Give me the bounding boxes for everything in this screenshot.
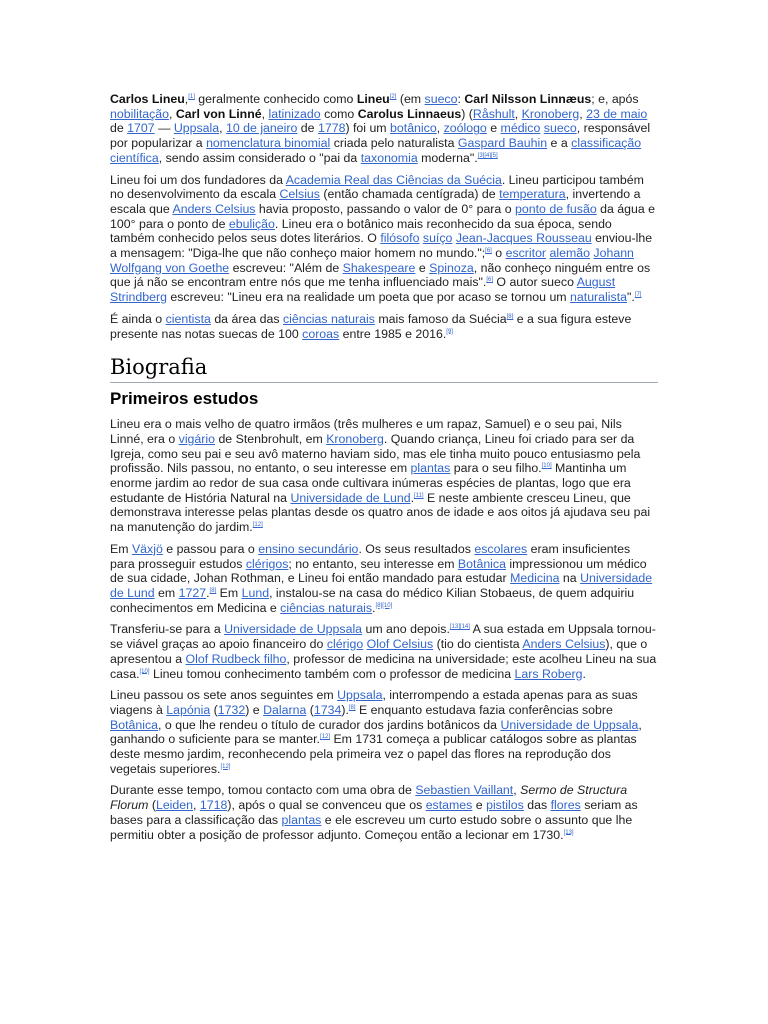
reference-link[interactable]: [12] — [320, 734, 331, 741]
link-ensino-secundario[interactable]: ensino secundário — [258, 541, 359, 556]
link-rashult[interactable]: Råshult — [472, 106, 515, 121]
subsection-heading-primeiros-estudos: Primeiros estudos — [110, 389, 259, 409]
link-medicina[interactable]: Medicina — [510, 571, 560, 586]
link-uppsala[interactable]: Uppsala — [337, 688, 383, 703]
link-strindberg[interactable]: August Strindberg — [110, 275, 616, 305]
reference-link[interactable]: [6] — [485, 247, 492, 254]
reference-link[interactable]: [12] — [220, 763, 231, 770]
link-estames[interactable]: estames — [425, 798, 473, 813]
link-ebulicao[interactable]: ebulição — [228, 216, 275, 231]
reference-link[interactable]: [3][4][5] — [477, 152, 498, 159]
reference-link[interactable]: [8] — [348, 704, 356, 711]
link-coroas[interactable]: coroas — [302, 326, 340, 341]
reference-link[interactable]: [10] — [139, 668, 150, 675]
link-latinizado[interactable]: latinizado — [268, 106, 321, 121]
work-title: Sermo de Structura Florum — [110, 783, 628, 813]
link-spinoza[interactable]: Spinoza — [429, 260, 474, 275]
link-lars-roberg[interactable]: Lars Roberg — [514, 666, 583, 681]
link-flores[interactable]: flores — [550, 798, 581, 813]
short-name: Lineu — [356, 92, 390, 106]
biografia-paragraph-4: Lineu passou os sete anos seguintes em Uppsala, interrompendo a estada apenas para as suas viagens à Lapónia (1732) e Dalarna (1734).[8] E enquanto estudava fazia conferências sobre Botânica, o que lhe rendeu o título de curador dos jardins botânicos da Universidade de Uppsala, ganhando o suficiente para se manter.[12] Em 1731 começa a publicar catálogos sobre as plantas deste mesmo jardim, reconhecendo pela primeira vez o papel das flores na reprodução dos vegetais superiores.[12] — [110, 688, 642, 776]
reference-link[interactable]: [10] — [541, 463, 552, 470]
link-nobilitacao[interactable]: nobilitação — [110, 106, 170, 121]
link-shakespeare[interactable]: Shakespeare — [342, 260, 416, 275]
link-kronoberg[interactable]: Kronoberg — [521, 106, 580, 121]
reference-link[interactable]: [6] — [486, 277, 493, 284]
link-universidade-de-uppsala[interactable]: Universidade de Uppsala — [224, 622, 363, 637]
link-temperatura[interactable]: temperatura — [499, 187, 566, 202]
link-vaxjo[interactable]: Växjö — [131, 541, 163, 556]
latin-name: Carolus Linnaeus — [357, 106, 462, 121]
reference-link[interactable]: [13] — [563, 829, 574, 836]
link-gaspard-bauhin[interactable]: Gaspard Bauhin — [457, 136, 548, 151]
link-leiden[interactable]: Leiden — [155, 798, 194, 813]
link-vigario[interactable]: vigário — [178, 431, 216, 446]
biografia-paragraph-1: Lineu era o mais velho de quatro irmãos (três mulheres e um rapaz, Samuel) e o seu pai, Nils Linné, era o vigário de Stenbrohult, em Kronoberg. Quando criança, Lineu foi criado para ser da Igreja, como seu pai e seu avô materno haviam sido, mas ele tinha muito pouco entusiasmo pela profissão. Nils passou, no entanto, o seu interesse em plantas para o seu filho.[10] Mantinha um enorme jardim ao redor de sua casa onde cultivara inúmeras espécies de plantas, logo que era estudante de História Natural na Universidade de Lund.[11] E neste ambiente cresceu Lineu, que demonstrava interesse pelas plantas desde os quatro anos de idade e aos oitos já ajudava seu pai na manutenção do jardim.[12] — [110, 417, 651, 535]
link-universidade-de-uppsala[interactable]: Universidade de Uppsala — [500, 717, 639, 732]
link-ciencias-naturais[interactable]: ciências naturais — [280, 600, 373, 615]
reference-link[interactable]: [8] — [209, 587, 217, 594]
link-lund[interactable]: Lund — [241, 585, 270, 600]
link-escolares[interactable]: escolares — [474, 541, 528, 556]
link-ponto-de-fusao[interactable]: ponto de fusão — [515, 201, 597, 216]
link-laponia[interactable]: Lapónia — [166, 702, 211, 717]
link-1732[interactable]: 1732 — [217, 702, 246, 717]
link-cientista[interactable]: cientista — [165, 311, 211, 326]
link-10-de-janeiro[interactable]: 10 de janeiro — [226, 121, 298, 136]
reference-link[interactable]: [8] — [506, 313, 514, 320]
reference-link[interactable]: [12] — [252, 522, 263, 529]
link-kronoberg[interactable]: Kronoberg — [326, 431, 384, 446]
link-anders-celsius[interactable]: Anders Celsius — [522, 637, 606, 652]
link-1778[interactable]: 1778 — [317, 121, 346, 136]
reference-link[interactable]: [11] — [414, 492, 424, 499]
link-botanica[interactable]: Botânica — [457, 556, 506, 571]
link-plantas[interactable]: plantas — [281, 812, 322, 827]
link-olof-celsius[interactable]: Olof Celsius — [366, 637, 434, 652]
link-sueco[interactable]: sueco — [424, 92, 458, 106]
reference-link[interactable]: [2] — [389, 93, 397, 100]
link-clerigo[interactable]: clérigo — [326, 637, 364, 652]
link-ciencias-naturais[interactable]: ciências naturais — [282, 311, 375, 326]
link-celsius[interactable]: Celsius — [279, 187, 320, 202]
article-content — [110, 92, 658, 849]
link-taxonomia[interactable]: taxonomia — [360, 150, 418, 165]
reference-link[interactable]: [13][14] — [449, 624, 470, 631]
link-rousseau[interactable]: Jean-Jacques Rousseau — [455, 231, 592, 246]
link-1734[interactable]: 1734 — [313, 702, 342, 717]
link-1718[interactable]: 1718 — [199, 798, 228, 813]
link-23-de-maio[interactable]: 23 de maio — [586, 106, 648, 121]
link-universidade-de-lund[interactable]: Universidade de Lund — [110, 571, 653, 600]
link-botanico[interactable]: botânico — [390, 121, 437, 136]
link-suico[interactable]: suíço — [422, 231, 453, 246]
subject-name: Carlos Lineu — [110, 92, 185, 106]
swedish-name: Carl Nilsson Linnæus — [464, 92, 592, 106]
link-filosofo[interactable]: filósofo — [380, 231, 420, 246]
link-sueco-2[interactable]: sueco — [543, 121, 577, 136]
link-medico[interactable]: médico — [500, 121, 541, 136]
link-naturalista[interactable]: naturalista — [570, 290, 627, 305]
link-nomenclatura-binomial[interactable]: nomenclatura binomial — [206, 136, 331, 151]
link-goethe[interactable]: Johann Wolfgang von Goethe — [110, 246, 634, 275]
intro-paragraph-2: Lineu foi um dos fundadores da Academia Real das Ciências da Suécia. Lineu participou também no desenvolvimento da escala Celsius (então chamada centígrada) de temperatura, invertendo a escala que Anders Celsius havia proposto, passando o valor de 0° para o ponto de fusão da água e 100° para o ponto de ebulição. Lineu era o botânico mais reconhecido da sua época, sendo também conhecido pelos seus dotes literários. O filósofo suíço Jean-Jacques Rousseau enviou-lhe a mensagem: "Diga-lhe que não conheço maior homem no mundo.";[6] o escritor alemão Johann Wolfgang von Goethe escreveu: "Além de Shakespeare e Spinoza, não conheço ninguém entre os que já não se encontram entre nós que me tenha influenciado mais".[6] O autor sueco August Strindberg escreveu: "Lineu era na realidade um poeta que por acaso se tornou um naturalista".[7] — [110, 172, 656, 305]
link-zoologo[interactable]: zoólogo — [443, 121, 487, 136]
link-anders-celsius[interactable]: Anders Celsius — [172, 201, 256, 216]
link-1727[interactable]: 1727 — [178, 585, 207, 600]
link-universidade-de-lund[interactable]: Universidade de Lund — [290, 490, 411, 505]
link-pistilos[interactable]: pistilos — [486, 798, 524, 813]
noble-name: Carl von Linné — [175, 106, 262, 121]
biografia-paragraph-2: Em Växjö e passou para o ensino secundário. Os seus resultados escolares eram insuficientes para prosseguir estudos clérigos; no entanto, seu interesse em Botânica impressionou um médico de sua cidade, Johan Rothman, e Lineu foi então mandado para estudar Medicina na Universidade de Lund em 1727.[8] Em Lund, instalou-se na casa do médico Kilian Stobaeus, de quem adquiriu conhecimentos em Medicina e ciências naturais.[8][10] — [110, 541, 653, 615]
link-escritor[interactable]: escritor — [505, 246, 547, 261]
link-sebastien-vaillant[interactable]: Sebastien Vaillant — [415, 783, 514, 798]
link-botanica[interactable]: Botânica — [110, 717, 159, 732]
reference-link[interactable]: [9] — [446, 328, 453, 335]
reference-link[interactable]: [8][10] — [375, 602, 393, 609]
section-heading-biografia: Biografia — [110, 355, 658, 383]
intro-paragraph-3: É ainda o cientista da área das ciências naturais mais famoso da Suécia[8] e a sua figura esteve presente nas notas suecas de 100 coroas entre 1985 e 2016.[9] — [110, 311, 632, 341]
intro-paragraph-1: Carlos Lineu,[1] geralmente conhecido como Lineu[2] (em sueco: Carl Nilsson Linnæus; e, após nobilitação, Carl von Linné, latinizado como Carolus Linnaeus) (Råshult, Kronoberg, 23 de maio de 1707 — Uppsala, 10 de janeiro de 1778) foi um botânico, zoólogo e médico sueco, responsável por popularizar a nomenclatura binomial criada pelo naturalista Gaspard Bauhin e a classificação científica, sendo assim considerado o "pai da taxonomia moderna".[3][4][5] — [110, 92, 651, 165]
reference-link[interactable]: [7] — [634, 292, 642, 299]
link-1707[interactable]: 1707 — [127, 121, 155, 136]
link-plantas[interactable]: plantas — [410, 461, 451, 476]
link-olof-rudbeck[interactable]: Olof Rudbeck filho — [185, 651, 287, 666]
biografia-paragraph-3: Transferiu-se para a Universidade de Uppsala um ano depois.[13][14] A sua estada em Uppsala tornou-se viável graças ao apoio financeiro do clérigo Olof Celsius (tio do cientista Anders Celsius), que o apresentou a Olof Rudbeck filho, professor de medicina na universidade; este acolheu Lineu na sua casa.[10] Lineu tomou conhecimento também com o professor de medicina Lars Roberg. — [110, 622, 657, 681]
link-academia-real[interactable]: Academia Real das Ciências da Suécia — [285, 172, 502, 187]
link-clerigos[interactable]: clérigos — [245, 556, 289, 571]
link-uppsala[interactable]: Uppsala — [173, 121, 220, 136]
link-classificacao-cientifica[interactable]: classificação científica — [110, 136, 642, 165]
biografia-paragraph-5: Durante esse tempo, tomou contacto com uma obra de Sebastien Vaillant, Sermo de Structura Florum (Leiden, 1718), após o qual se convenceu que os estames e pistilos das flores seriam as bases para a classificação das plantas e ele escreveu um curto estudo sobre o assunto que lhe permitiu obter a posição de professor adjunto. Começou então a lecionar em 1730.[13] — [110, 783, 638, 842]
link-dalarna[interactable]: Dalarna — [263, 702, 307, 717]
link-alemao[interactable]: alemão — [549, 246, 590, 261]
reference-link[interactable]: [1] — [188, 93, 195, 100]
